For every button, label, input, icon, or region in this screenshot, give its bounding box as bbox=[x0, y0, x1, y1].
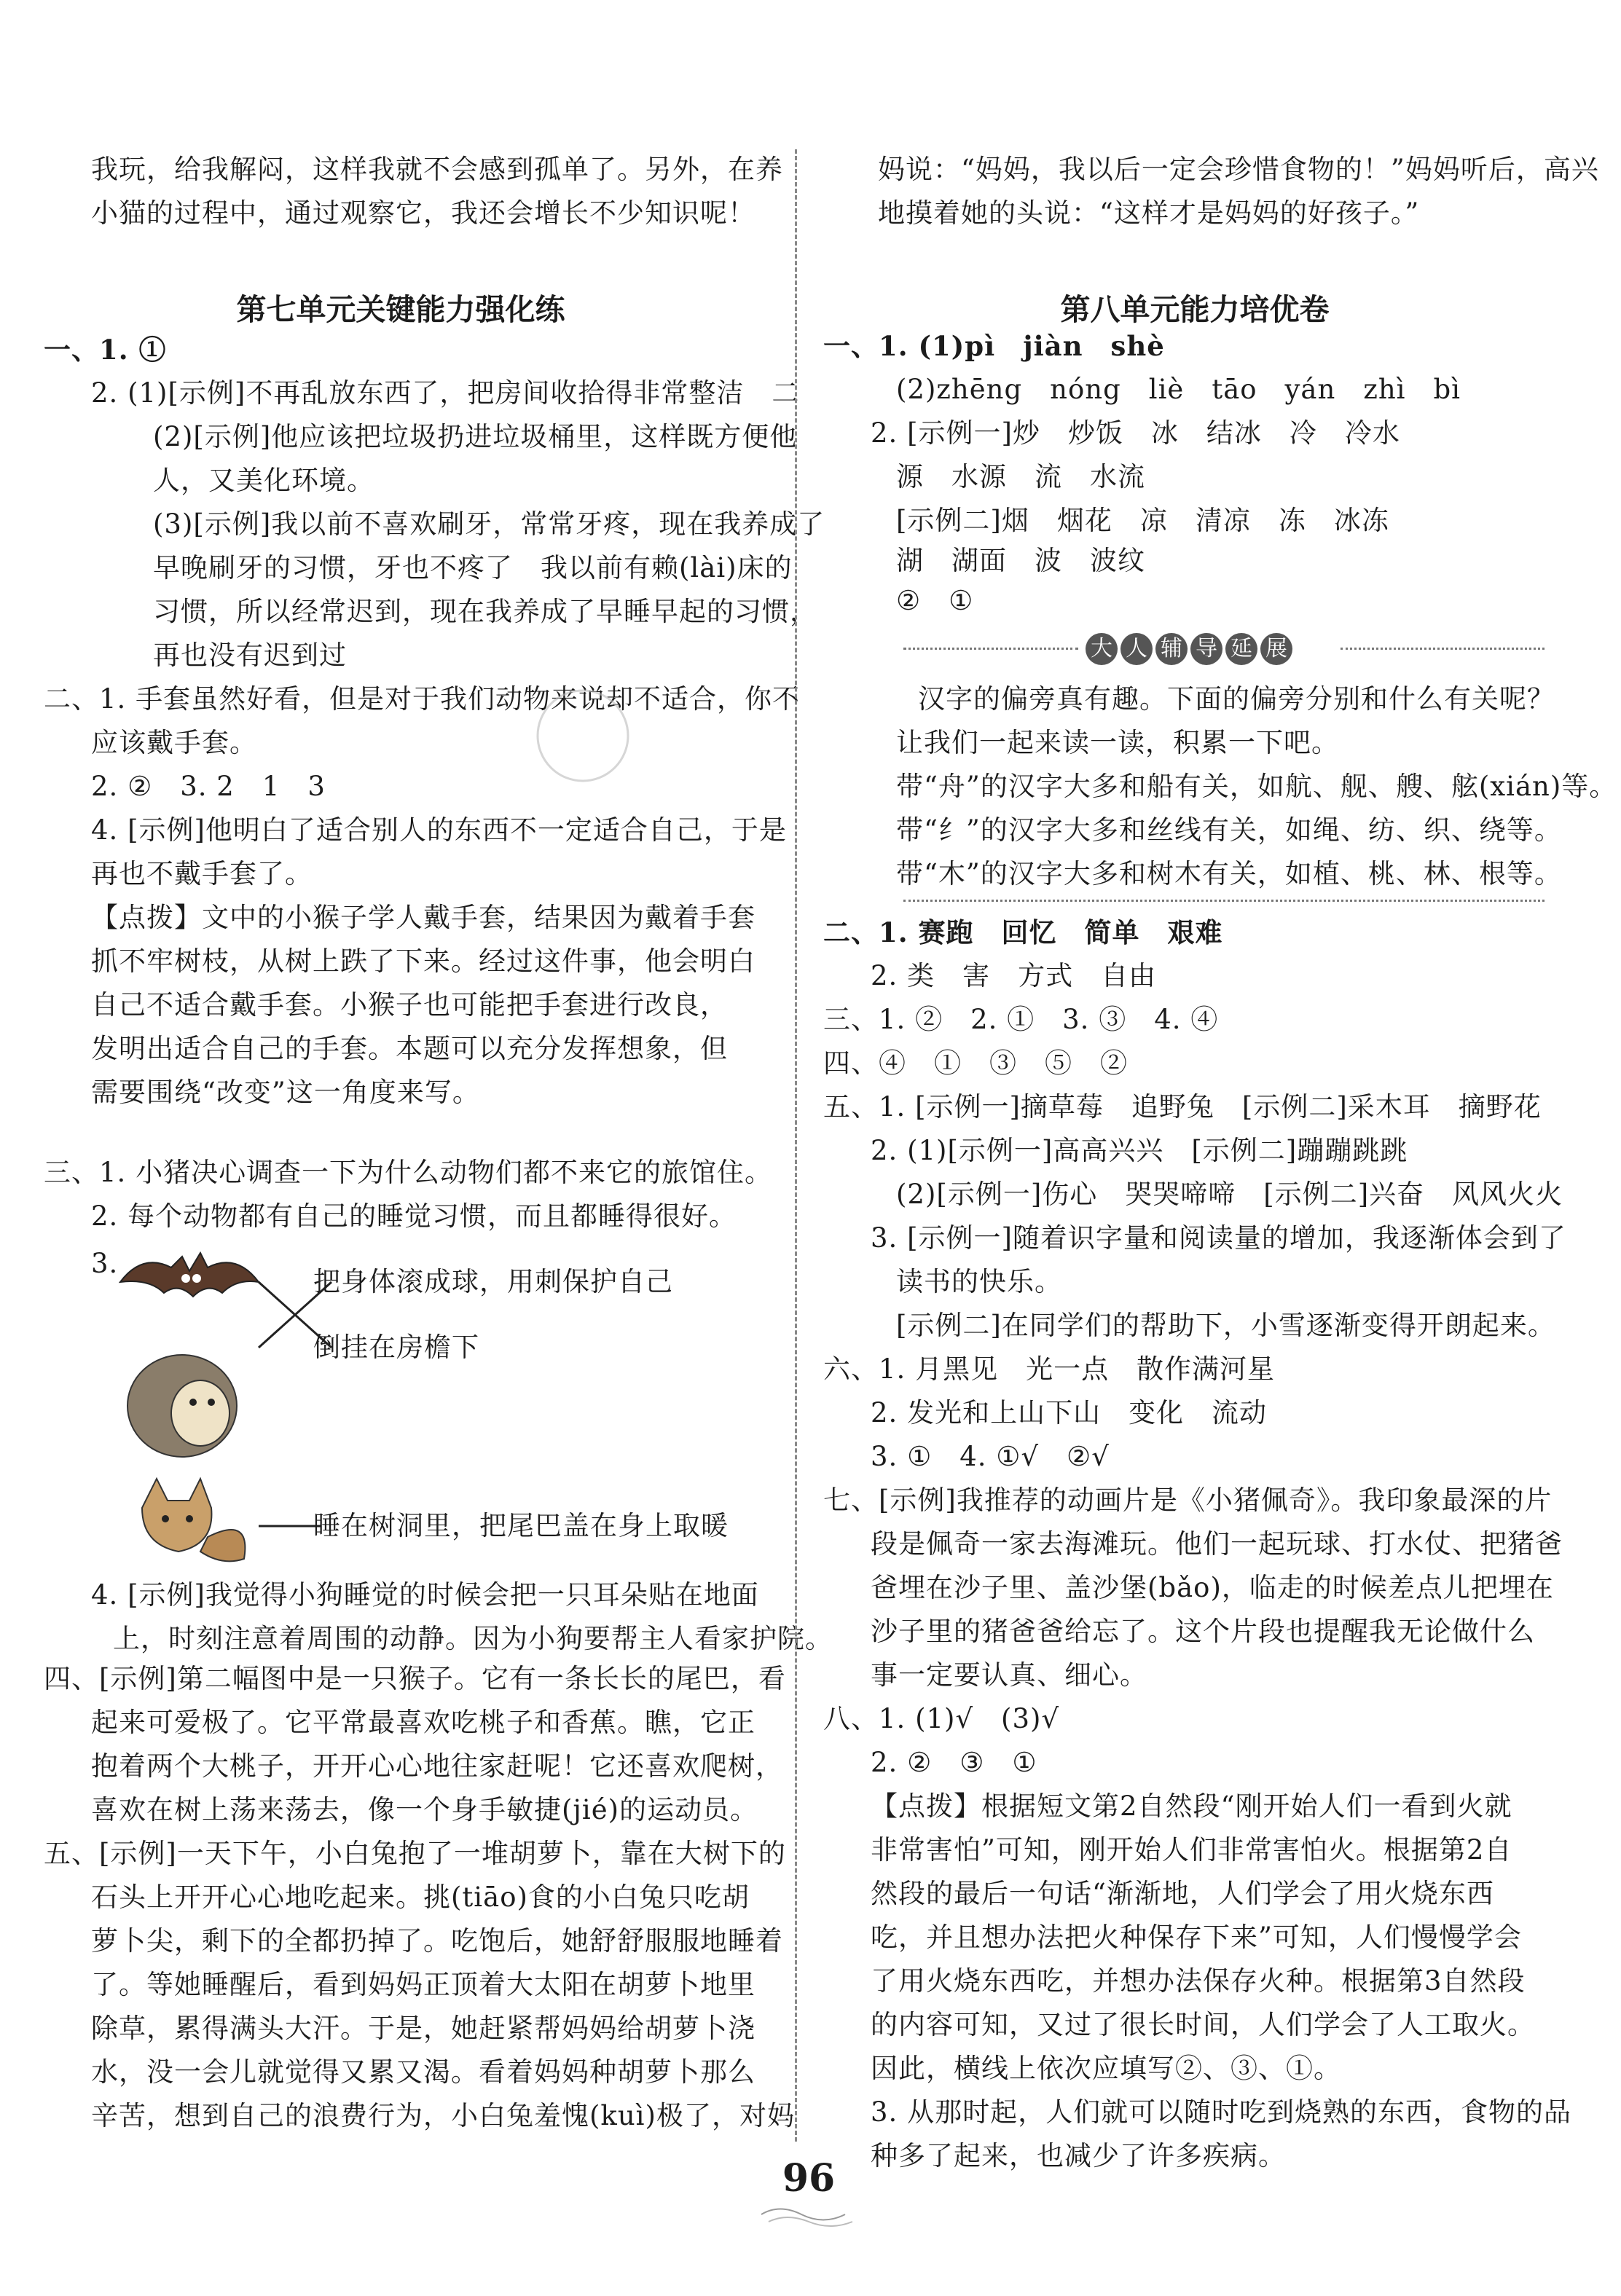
matching-illustration bbox=[113, 1238, 346, 1588]
answer-line: 抱着两个大桃子，开开心心地往家赶呢！它还喜欢爬树， bbox=[91, 1750, 783, 1782]
extension-line: 带“舟”的汉字大多和船有关，如航、舰、艘、舷(xián)等。 bbox=[896, 771, 1617, 802]
answer-line: 一、1. (1)pì jiàn shè bbox=[823, 330, 1165, 362]
banner-char: 展 bbox=[1260, 633, 1292, 665]
answer-line: 辛苦，想到自己的浪费行为，小白兔羞愧(kuì)极了，对妈 bbox=[91, 2100, 795, 2131]
answer-line: 3. bbox=[91, 1248, 119, 1279]
answer-line: 湖 湖面 波 波纹 bbox=[896, 545, 1145, 576]
answer-line: 喜欢在树上荡来荡去，像一个身手敏捷(jié)的运动员。 bbox=[91, 1794, 758, 1825]
hint-line: 的内容可知，又过了很长时间，人们学会了人工取火。 bbox=[871, 2009, 1535, 2040]
answer-line: 了。等她睡醒后，看到妈妈正顶着大太阳在胡萝卜地里 bbox=[91, 1969, 755, 2000]
answer-line: 爸埋在沙子里、盖沙堡(bǎo)，临走的时候差点儿把埋在 bbox=[871, 1572, 1554, 1603]
answer-line: 二、1. 手套虽然好看，但是对于我们动物来说却不适合，你不 bbox=[44, 683, 801, 715]
answer-line: 2. ② ③ ① bbox=[871, 1747, 1037, 1778]
answer-line: 事一定要认真、细心。 bbox=[871, 1659, 1147, 1691]
left-intro-line: 我玩，给我解闷，这样我就不会感到孤单了。另外，在养 bbox=[91, 154, 783, 185]
answer-line: 段是佩奇一家去海滩玩。他们一起玩球、打水仗、把猪爸 bbox=[871, 1528, 1563, 1560]
section-title-unit7: 第七单元关键能力强化练 bbox=[236, 292, 565, 327]
answer-line: [示例二]在同学们的帮助下，小雪逐渐变得开朗起来。 bbox=[896, 1310, 1555, 1341]
answer-line: (3)[示例]我以前不喜欢刷牙，常常牙疼，现在我养成了 bbox=[153, 508, 825, 540]
answer-line: 四、④ ① ③ ⑤ ② bbox=[823, 1047, 1128, 1079]
right-intro-line: 妈说：“妈妈，我以后一定会珍惜食物的！”妈妈听后，高兴 bbox=[878, 154, 1599, 185]
answer-line: 萝卜尖，剩下的全都扔掉了。吃饱后，她舒舒服服地睡着 bbox=[91, 1925, 783, 1957]
answer-line: 应该戴手套。 bbox=[91, 727, 257, 758]
extension-line: 带“纟”的汉字大多和丝线有关，如绳、纺、织、绕等。 bbox=[896, 814, 1562, 846]
answer-line: 2. 类 害 方式 自由 bbox=[871, 960, 1157, 991]
banner-char: 人 bbox=[1120, 633, 1153, 665]
hint-line: 自己不适合戴手套。小猴子也可能把手套进行改良， bbox=[91, 989, 728, 1021]
hint-line: 发明出适合自己的手套。本题可以充分发挥想象，但 bbox=[91, 1033, 728, 1064]
hint-line: 吃，并且想办法把火种保存下来”可知，人们慢慢学会 bbox=[871, 1922, 1522, 1953]
banner-char: 导 bbox=[1190, 633, 1222, 665]
answer-line: 除草，累得满头大汗。于是，她赶紧帮妈妈给胡萝卜浇 bbox=[91, 2013, 755, 2044]
column-divider bbox=[795, 149, 797, 2142]
answer-line: (2)zhēng nóng liè tāo yán zhì bì bbox=[896, 374, 1461, 405]
banner-char: 辅 bbox=[1155, 633, 1188, 665]
answer-line: 五、1. [示例一]摘草莓 追野兔 [示例二]采木耳 摘野花 bbox=[823, 1091, 1542, 1123]
answer-line: (2)[示例一]伤心 哭哭啼啼 [示例二]兴奋 风风火火 bbox=[896, 1179, 1563, 1210]
answer-line: 4. [示例]他明白了适合别人的东西不一定适合自己，于是 bbox=[91, 814, 787, 846]
answer-line: 水，没一会儿就觉得又累又渴。看着妈妈种胡萝卜那么 bbox=[91, 2056, 755, 2088]
hint-line: 然段的最后一句话“渐渐地，人们学会了用火烧东西 bbox=[871, 1878, 1494, 1909]
answer-line: 三、1. ② 2. ① 3. ③ 4. ④ bbox=[823, 1004, 1219, 1035]
answer-line: 五、[示例]一天下午，小白兔抱了一堆胡萝卜，靠在大树下的 bbox=[44, 1838, 786, 1869]
banner-char: 延 bbox=[1225, 633, 1257, 665]
hedgehog-icon bbox=[127, 1355, 237, 1457]
answer-line: 2. (1)[示例一]高高兴兴 [示例二]蹦蹦跳跳 bbox=[871, 1135, 1408, 1166]
answer-line: 再也不戴手套了。 bbox=[91, 858, 313, 889]
answer-line: 2. 每个动物都有自己的睡觉习惯，而且都睡得很好。 bbox=[91, 1200, 737, 1232]
answer-line: 八、1. (1)√ (3)√ bbox=[823, 1703, 1060, 1734]
answer-line: 读书的快乐。 bbox=[896, 1266, 1062, 1297]
match-option: 把身体滚成球，用刺保护自己 bbox=[313, 1266, 673, 1297]
extension-banner bbox=[903, 630, 1545, 667]
fox-icon bbox=[142, 1479, 245, 1561]
answer-line: 2. 发光和上山下山 变化 流动 bbox=[871, 1397, 1268, 1428]
page-number: 96 bbox=[782, 2156, 836, 2201]
answer-line: 3. [示例一]随着识字量和阅读量的增加，我逐渐体会到了 bbox=[871, 1222, 1566, 1254]
answer-line: 早晚刷牙的习惯，牙也不疼了 我以前有赖(lài)床的 bbox=[153, 552, 793, 583]
answer-line: 种多了起来，也减少了许多疾病。 bbox=[871, 2140, 1286, 2171]
answer-line: 习惯，所以经常迟到，现在我养成了早睡早起的习惯， bbox=[153, 596, 817, 627]
match-option: 倒挂在房檐下 bbox=[313, 1332, 479, 1363]
answer-line: 起来可爱极了。它平常最喜欢吃桃子和香蕉。瞧，它正 bbox=[91, 1707, 755, 1738]
answer-line: 源 水源 流 水流 bbox=[896, 461, 1145, 492]
answer-line: 上，时刻注意着周围的动静。因为小狗要帮主人看家护院。 bbox=[113, 1623, 833, 1654]
answer-line: 四、[示例]第二幅图中是一只猴子。它有一条长长的尾巴，看 bbox=[44, 1663, 786, 1694]
watermark-stamp bbox=[532, 685, 634, 787]
hint-line: 因此，横线上依次应填写②、③、①。 bbox=[871, 2053, 1341, 2084]
hint-line: 【点拨】根据短文第2自然段“刚开始人们一看到火就 bbox=[871, 1790, 1512, 1822]
answer-line: 沙子里的猪爸爸给忘了。这个片段也提醒我无论做什么 bbox=[871, 1616, 1535, 1647]
answer-line: 一、1. ① bbox=[44, 334, 167, 366]
section-title-unit8: 第八单元能力培优卷 bbox=[1060, 292, 1330, 327]
hint-line: 了用火烧东西吃，并想办法保存火种。根据第3自然段 bbox=[871, 1965, 1526, 1997]
banner-char: 大 bbox=[1086, 633, 1118, 665]
hint-line: 需要围绕“改变”这一角度来写。 bbox=[91, 1077, 480, 1108]
answer-line: 石头上开开心心地吃起来。挑(tiāo)食的小白兔只吃胡 bbox=[91, 1882, 750, 1913]
match-option: 睡在树洞里，把尾巴盖在身上取暖 bbox=[313, 1510, 729, 1541]
answer-line: 二、1. 赛跑 回忆 简单 艰难 bbox=[823, 916, 1223, 948]
answer-line: 再也没有迟到过 bbox=[153, 640, 347, 671]
answer-line: 人，又美化环境。 bbox=[153, 465, 374, 496]
answer-line: 2. ② 3. 2 1 3 bbox=[91, 771, 326, 802]
answer-line: 4. [示例]我觉得小狗睡觉的时候会把一只耳朵贴在地面 bbox=[91, 1579, 759, 1611]
answer-line: 三、1. 小猪决心调查一下为什么动物们都不来它的旅馆住。 bbox=[44, 1157, 773, 1188]
extension-line: 汉字的偏旁真有趣。下面的偏旁分别和什么有关呢？ bbox=[918, 683, 1555, 715]
answer-line: (2)[示例]他应该把垃圾扔进垃圾桶里，这样既方便他 bbox=[153, 421, 798, 452]
right-intro-line: 地摸着她的头说：“这样才是妈妈的好孩子。” bbox=[878, 197, 1420, 229]
extension-line: 让我们一起来读一读，积累一下吧。 bbox=[896, 727, 1339, 758]
hint-line: 【点拨】文中的小猴子学人戴手套，结果因为戴着手套 bbox=[91, 902, 755, 933]
extension-divider bbox=[903, 900, 1545, 902]
answer-line: 3. 从那时起，人们就可以随时吃到烧熟的东西，食物的品 bbox=[871, 2096, 1572, 2128]
answer-line: 六、1. 月黑见 光一点 散作满河星 bbox=[823, 1353, 1276, 1385]
answer-line: 3. ① 4. ①√ ②√ bbox=[871, 1441, 1110, 1472]
answer-line: [示例二]烟 烟花 凉 清凉 冻 冰冻 bbox=[896, 505, 1389, 536]
left-intro-line: 小猫的过程中，通过观察它，我还会增长不少知识呢！ bbox=[91, 197, 755, 229]
answer-line: 2. [示例一]炒 炒饭 冰 结冰 冷 冷水 bbox=[871, 417, 1400, 449]
answer-line: ② ① bbox=[896, 585, 974, 616]
page-number-wave-decoration bbox=[758, 2200, 860, 2229]
answer-line: 七、[示例]我推荐的动画片是《小猪佩奇》。我印象最深的片 bbox=[823, 1485, 1553, 1516]
hint-line: 抓不牢树枝，从树上跌了下来。经过这件事，他会明白 bbox=[91, 945, 755, 977]
answer-line: 2. (1)[示例]不再乱放东西了，把房间收拾得非常整洁 二 bbox=[91, 377, 800, 409]
hint-line: 非常害怕”可知，刚开始人们非常害怕火。根据第2自 bbox=[871, 1834, 1512, 1866]
bat-icon bbox=[120, 1253, 259, 1297]
extension-line: 带“木”的汉字大多和树木有关，如植、桃、林、根等。 bbox=[896, 858, 1562, 889]
